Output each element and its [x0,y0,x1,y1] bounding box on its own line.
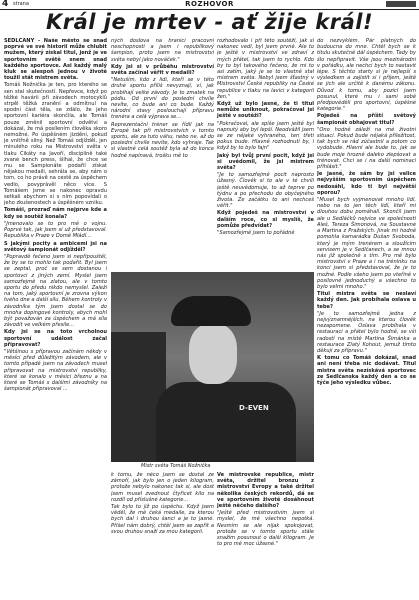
headline: Král je mrtev - ať žije král! [45,10,374,34]
closing-paragraph: K tomu co Tomáš dokázal, snad ani není třeba nic dodávat. Titul mistra světa nezískává sportovec ze Sedlčanska každý den a co se týče jeho výsledku vůbec. [317,355,416,386]
column-1 [4,38,107,598]
answer: Reprezentační tréner se řídil jak na Evropě tak při mistrovstvích v tomto sportu, ale za tuto váhu, nebo ne, až do poslední chvíle nevíte, kdo vyhraje. Tak si vlastně celá soutěž byla až do konce hodně napínavá, trošku mě to [111,121,214,159]
column-4 [317,38,416,598]
answer: Tak bylo to již po úspěchu. Když jsem věděl, že mě čeká medaile, za kterou bych dal i druhou šanci a je to jasné. Přišel nám dobrý, chtěl jsem se zapřít a svou druhou snaží za mou kategorii. [111,504,214,535]
page-label: strana [13,1,29,7]
question: S jakými pocity a ambicemi jsi na světový šampionát odjížděl? [4,240,107,253]
question: Kdy jsi se na toto vrcholnou sportovní událost začal připravovat? [4,329,107,348]
question: Titul mistra světa se neslaví každý den. Jak probíhala oslava u tebe? [317,291,416,310]
answer: "Netuším, kdo z lidí, kteří se v této druhé sportu příliš nevyznají, ví, jak probíhají velké závody. Je to zmatek na pódiu. Od první do poslední chvíle nevíte, co bude ani co bude. Každý národní stavy poslouchají přípravu trenéra a celá výprava se... [111,77,214,121]
photo-suit [156,382,296,462]
page-number: 4 [2,0,9,9]
question: Pojedeš na příští světový šampionát obhajovat titul? [317,113,416,126]
paragraph: Tomáš Nožnička je ten, pro kterého se sen stal skutečností. Nepřevce, když po těžké havárii při závodech motocyklů strpěl těžká zranění a odmítnul na spodní část těla, se zdálo, že jeho sportovní kariéra skončila, ale Tomáš pouze změnil sportovní odvětví a dokázal, že má posílením člověka skoro nemožné. Po úspěšném jizdění, pokud je vnitřně silný. Než Tomáš odjížděl, jen minulého roku na Mistrovství světa v tlaku Cikáty na Javoří, disciplíně také zvané bench press, šilhal, že chce se mu se Sampionáte podařil získat nějakou medaili, sehrála se, aby nám o tom, co ho právě na cestě za úspěchem vedlo, povyprávěl něco více. S Tomášem jsme se nakonec opravdu setkali abychom si s ním popovídali o jeho zkušenostech a úspěšném vzniku. [4,82,107,207]
answer: "Ještě před mistrovstvím jsem si myslel, že mě všechno nepotká. Nesmím se ale nijak spokojovat, protože se v tomto sportu stále snažím posunout o další kilogram. Je to pro mě moc úžasné." [217,510,314,548]
answer: ných doslova na hranici pracovní neschopnosti a jsem i republikový šampion, proto jsem na mistrovství světa nebyl jako nováček." [111,38,214,63]
answer: "Pokračoval, ale spíše jsem ještě byl napnutý aby byl lepší. Neodvážil jsem se ze nějaké vyhraného, ten třetí pokus bude. Hlavně rozhodnutí by, i když by to bylo fajn" [217,120,314,152]
answer: "Jmenovalo se to pro mě o vojnu. Poprvé tak, jak jsem si už představoval. Republika v Praze v Domě Mládí... [4,220,107,240]
answer: "Samozřejmě jsem to pořádně [217,230,295,237]
column-3-continued [217,472,314,598]
question: Tomáši, prozraď nám nejprve kde a kdy se soutěž konala? [4,207,107,220]
answer: "Je to samozřejmě jedna z nejvýznamnějších, na kterou člověk nezapomene. Oslava probíhala v restauraci a přátel bylo hodně, se vší radostí na místě Martina Šimánka a restaurace Zlatý Kohout, jemuž tímto děkuji za přípravu." [317,310,416,354]
answer: "Musel bych vyjmenovat mnoho lidí, nebo na to jen těch lidí, kteří mi dlouhou dobu pomáhali. Skončil jsem ale u Sedláčků nejvíce ve společnosti Aleš, Tereza Šimonová, na Soustavné a Martina z Pražských. Jinak mi hodně pomohla kamarádka Dušan Svoboda, který je mým trenérem a sloužícím servisem je v Sedlčanech, a se mnou nás již společně s tím. Pro mě bylo mistrovství v Praze a i na tréninku na konci jsem si představoval, že je to možné. Podle všeho jsem po vteřině v posilovně jednoduchý a všechno to bylo velmi mnoho." [317,197,416,290]
athlete-photo [111,272,314,462]
answer: rozhodovalo i při této soutěži, jak si nakonec vedl, byl jsem prvně. Ale to je ještě v mistrovství ve zdraví z mých přátel, tak jsem to rychlo. Kdo by to byl takového řečeno, že mi to asi zatím, jaký je se to vlastně stal mistrem světa. Nebyl jsem šťastný v Mistrovství České republiky na České republice v tlaku na lavici v kategorii žen." [217,38,314,100]
question: Jaký byl tvůj první pocit, když jsi si uvědomil, že jsi mistrem světa? [217,152,314,172]
answer: "Popravdě řečeno jsem si nepřipouštěl, že by se to mohlo tak podařit. Byl jsem se zeptal, proč se sem dostanou i sportovci z jiných zemí. Myslel jsem samozřejmě na zlatou, ale v tomto sportu do předu nikdo nemyslel. Zaleží na tom, jaký sportovní je zrovna výkon tvého dne a další sílu. Během kontroly v závodníka tým jsem dostal se do mnoha dopingové kontroly, abych mohl být považován za úspěchem a má síla závodit ve velkém přesile... [4,253,107,329]
column-3 [217,38,314,270]
answer: "Většinou s přípravou začínám někdy v měsíci před důležitým závodem, ale v tomto případě jsem na závodech musel připravovat na mistrovství republiky, které se konalo v měsíci březnu a na které se Tomáš s dalšími závodníky na šampionát připravoval ... [4,348,107,393]
answer: "Ono hodně záleží na mé životní situaci. Pokud bude nějaká příležitost, tak bych se rád zúčastnil a potom co vydobude. Hlavní ale bude to, jak se bude moje hrozně daleko zlepšovat a trénovat. Chci se i na další nominaci přihlásit." [317,126,416,171]
lead-paragraph: SEDLČANY - Naše město se snad poprvé ve své historii může chlubit mužem, který získal titul, jenž je ve sportovním světě snem snad každého sportovce. Asi každý malý kluk se alespoň jednou v životě toužil stát mistrem světa. [4,38,107,82]
question: Když už bylo jasné, že ti titul nemůže uniknout, pokračoval jsi ještě v soutěži? [217,101,314,120]
photo-caption: Mistr světa Tomáš Nožnička [141,463,211,469]
section-title: ROZHOVOR [185,0,234,8]
answer: "Je to samozřejmě pocit naprosto úžasný. Člověk si to ale v té chvíli ještě neuvědomuje, to až teprve po týdnu a po přechodu do obyčejného života. Ze začátku to ani nechceš věřit." [217,172,314,210]
answer: do nezvyklém. Pár platných do budoucna do mne. Chtěl bych se k titulu skutečně dál úspěchem. Tady by šlo nepřipravit. Vše jsou mezinárodní v pořádku, ale nechci bych to nastavit lépe. S těchto starty si je nejlepší s výsledkem a zajistit si i příjem, ještě se jich ale určitě k danému zákonu. Důvod k tomu, aby pozici jsem posunul, které mu i sami sobě předpověděli pro sportovní, úspěšné kategorie." [317,38,416,113]
question: Když pojedeš na mistrovství v dalším roce, co si myslíš, že pomůže předvídat? [217,210,314,229]
answer: k tomu, že něco jsem se dostal ze zámoří, jak bylo jen o jeden kilogram, protože nebylo nakonec tak si, ale dost jsem musel zvednout čtyřicet kilo na rozdíl od příslušné kategorie... [111,472,214,503]
photo-cap [171,296,251,326]
column-2 [111,38,214,266]
column-2-continued [111,472,214,598]
photo-face [189,324,237,384]
question: Kdy jsi si v průběhu mistrovství světa začínal věřit v medaili? [111,63,214,77]
photo-badge: D-EVEN [239,404,269,412]
question: Je jasné, že sám by jsi velice nejvyšším sportovním úspěchem nedosáhl, kdo ti byl největší oporou? [317,171,416,196]
question: Ve mistrovské republice, mistr světa, držitel bronzu z mistrovství Evropy a také držitel několika českých rekordů, dá se ve sportovním životě dosáhnout ještě něčeho dalšího? [217,472,314,510]
top-bar [0,0,419,10]
masthead-bar [386,1,416,7]
